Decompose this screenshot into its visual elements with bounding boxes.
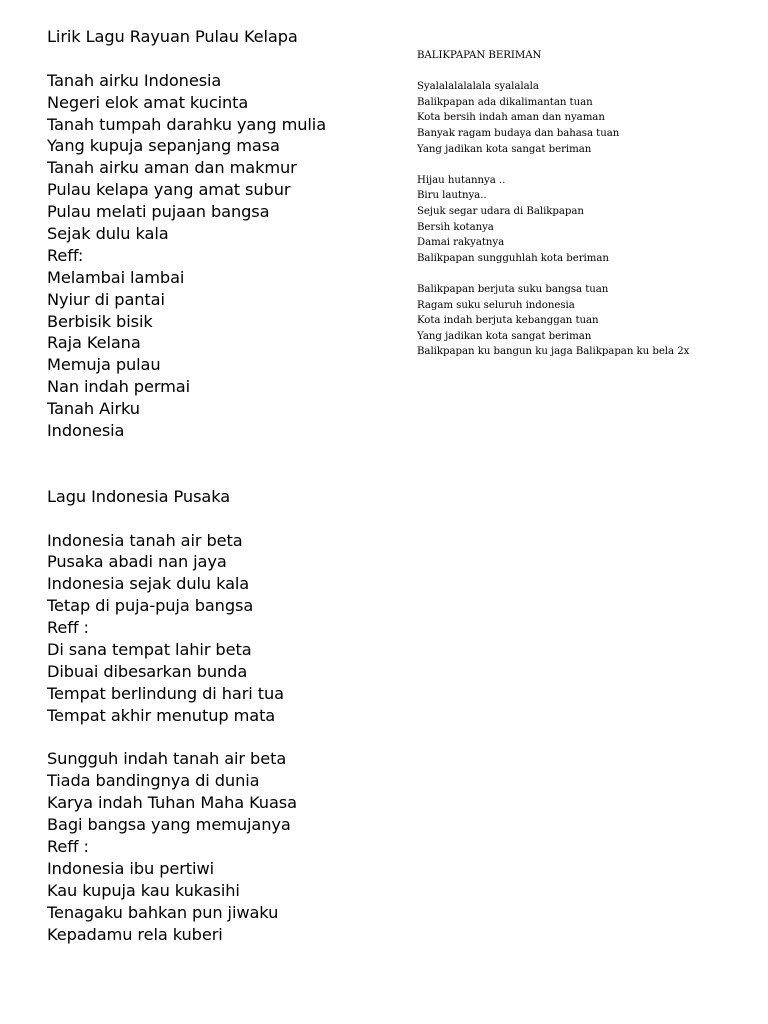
lyric-line: Yang jadikan kota sangat beriman — [417, 330, 592, 342]
lyric-line: Nan indah permai — [47, 377, 190, 397]
lyric-line: Balikpapan sungguhlah kota beriman — [417, 252, 609, 264]
song-title-balikpapan-beriman: BALIKPAPAN BERIMAN — [417, 50, 542, 61]
lyric-line: Kota bersih indah aman dan nyaman — [417, 112, 605, 124]
lyric-line: Ragam suku seluruh indonesia — [417, 299, 575, 311]
lyric-line: Dibuai dibesarkan bunda — [47, 661, 248, 681]
lyrics-balikpapan-stanza-3 — [417, 282, 747, 360]
lyric-line: Banyak ragam budaya dan bahasa tuan — [417, 127, 620, 139]
lyric-line: Kepadamu rela kuberi — [47, 924, 223, 944]
lyric-line: Yang kupuja sepanjang masa — [47, 136, 280, 156]
lyric-line: Tanah airku aman dan makmur — [47, 158, 297, 178]
lyric-line: Reff : — [47, 836, 89, 856]
lyric-line: Pusaka abadi nan jaya — [47, 552, 227, 572]
lyric-line: Tenagaku bahkan pun jiwaku — [47, 902, 279, 922]
lyric-line: Balikpapan berjuta suku bangsa tuan — [417, 283, 609, 295]
blank-line — [417, 157, 747, 173]
lyric-line: Melambai lambai — [47, 267, 185, 287]
lyric-line: Reff: — [47, 245, 84, 265]
lyric-line: Kau kupuja kau kukasihi — [47, 880, 240, 900]
lyric-line: Hijau hutannya .. — [417, 174, 506, 186]
song-title-rayuan-pulau-kelapa: Lirik Lagu Rayuan Pulau Kelapa — [47, 27, 298, 46]
lyrics-indonesia-pusaka-verse-1 — [47, 530, 377, 727]
lyric-line: Nyiur di pantai — [47, 289, 165, 309]
lyric-line: Tempat berlindung di hari tua — [47, 683, 284, 703]
lyric-line: Pulau melati pujaan bangsa — [47, 202, 270, 222]
lyric-line: Damai rakyatnya — [417, 237, 505, 249]
lyric-line: Tanah airku Indonesia — [47, 70, 222, 90]
lyric-line: Kota indah berjuta kebanggan tuan — [417, 315, 599, 327]
lyric-line: Berbisik bisik — [47, 311, 153, 331]
lyric-line: Tanah Airku — [47, 399, 140, 419]
lyric-line: Indonesia sejak dulu kala — [47, 574, 250, 594]
lyric-line: Negeri elok amat kucinta — [47, 92, 249, 112]
lyric-line: Balikpapan ku bangun ku jaga Balikpapan ku bela 2x — [417, 346, 690, 358]
lyrics-balikpapan-stanza-2 — [417, 173, 747, 267]
lyric-line: Sejak dulu kala — [47, 224, 169, 244]
lyric-line: Bersih kotanya — [417, 221, 494, 233]
blank-line — [47, 442, 377, 486]
lyric-line: Di sana tempat lahir beta — [47, 639, 252, 659]
lyrics-indonesia-pusaka-verse-2 — [47, 748, 377, 945]
lyric-line: Sejuk segar udara di Balikpapan — [417, 205, 584, 217]
lyric-line: Tempat akhir menutup mata — [47, 705, 276, 725]
lyrics-rayuan-pulau-kelapa — [47, 70, 377, 442]
lyric-line: Raja Kelana — [47, 333, 141, 353]
lyric-line: Syalalalalalala syalalala — [417, 81, 539, 93]
blank-line — [47, 48, 377, 70]
lyric-line: Balikpapan ada dikalimantan tuan — [417, 96, 593, 108]
lyric-line: Sungguh indah tanah air beta — [47, 749, 287, 769]
blank-line — [47, 727, 377, 749]
lyric-line: Indonesia ibu pertiwi — [47, 858, 214, 878]
lyric-line: Indonesia — [47, 421, 125, 441]
lyric-line: Bagi bangsa yang memujanya — [47, 815, 291, 835]
lyric-line: Tanah tumpah darahku yang mulia — [47, 114, 327, 134]
left-column — [47, 26, 377, 945]
blank-line — [47, 508, 377, 530]
lyric-line: Karya indah Tuhan Maha Kuasa — [47, 793, 297, 813]
lyric-line: Tetap di puja-puja bangsa — [47, 596, 254, 616]
lyric-line: Memuja pulau — [47, 355, 161, 375]
right-column — [417, 48, 747, 360]
lyrics-balikpapan-stanza-1 — [417, 79, 747, 157]
lyric-line: Biru lautnya.. — [417, 190, 487, 202]
lyric-line: Tiada bandingnya di dunia — [47, 771, 260, 791]
lyric-line: Yang jadikan kota sangat beriman — [417, 143, 592, 155]
lyric-line: Reff : — [47, 618, 89, 638]
song-title-indonesia-pusaka: Lagu Indonesia Pusaka — [47, 486, 231, 506]
blank-line — [417, 266, 747, 282]
lyric-line: Indonesia tanah air beta — [47, 530, 243, 550]
lyric-line: Pulau kelapa yang amat subur — [47, 180, 291, 200]
